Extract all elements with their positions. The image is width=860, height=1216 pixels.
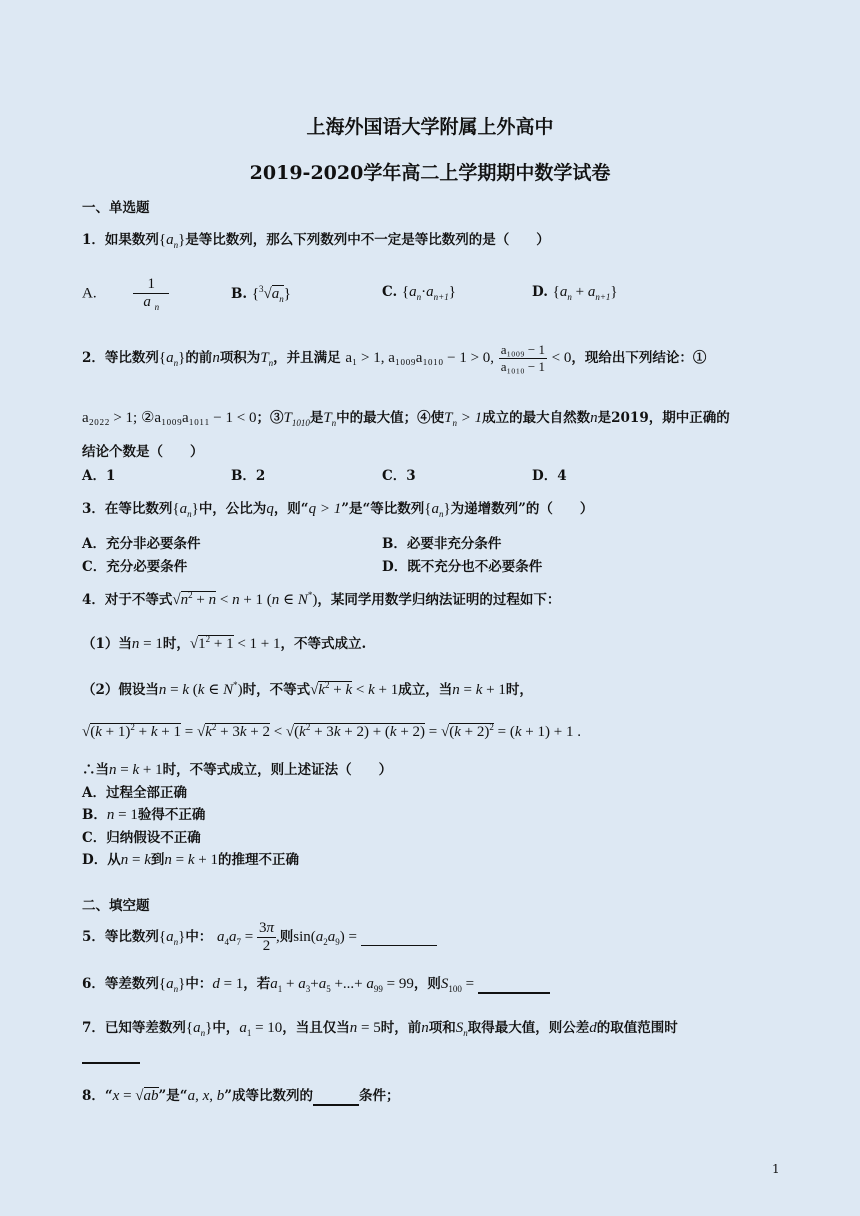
- q4-step2-a: （2）假设当: [82, 682, 159, 698]
- q1-option-a[interactable]: [82, 276, 169, 312]
- q2-frac-rhs: < 0: [551, 350, 572, 366]
- q7-text-d: 时，前: [380, 1020, 422, 1036]
- q2-text-e: ，现给出下列结论：①: [571, 350, 707, 366]
- q6-text-a: 6．等差数列: [82, 976, 159, 992]
- q4-step1-b: 时，: [162, 636, 190, 652]
- q1-optC-math: $\{a_n\cdot a_{n+1}\}$: [401, 284, 456, 302]
- q2-option-a[interactable]: A．1: [82, 468, 116, 484]
- q5-text-b: 中：: [185, 928, 213, 945]
- q6-seq: $\{a_n\}$: [158, 976, 186, 994]
- q2-seq: $\{a_n\}$: [158, 350, 186, 368]
- q1-optD-label: D.: [532, 284, 548, 300]
- school-title: 上海外国语大学附属上外高中: [306, 116, 554, 138]
- q5-seq: $\{a_n\}$: [158, 928, 186, 947]
- q2-text-c: 项积为: [219, 350, 261, 366]
- q5-expr: $\sin(a_2a_9)$ =: [293, 928, 361, 947]
- q4-optB-n: n = 1: [106, 807, 138, 823]
- q4-step1-c: ，不等式成立.: [280, 636, 367, 652]
- q6-text-d: ，则: [413, 976, 441, 992]
- q4-step2-k: n = k (k ∈ N*): [158, 680, 243, 698]
- q7-text-e: 项和: [428, 1020, 456, 1036]
- q4-text-b: ，某同学用数学归纳法证明的过程如下：: [317, 592, 561, 608]
- question-4: [82, 588, 560, 609]
- q4-optD-b: 到: [150, 852, 165, 868]
- q7-text-c: ，当且仅当: [282, 1020, 350, 1036]
- q1-suffix: 是等比数列，那么下列数列中不一定是等比数列的是（ ）: [185, 232, 550, 248]
- q1-optA-label: A.: [82, 285, 97, 302]
- question-8: [82, 1084, 400, 1106]
- q7-n: n: [421, 1020, 429, 1036]
- q1-option-c[interactable]: [382, 284, 456, 302]
- q4-optD-n1: n = k: [120, 852, 151, 868]
- q2-text-j: 是2019，期中正确的: [597, 410, 730, 426]
- question-7: [82, 1016, 678, 1038]
- q6-S100: $S_{100}$ =: [440, 976, 478, 994]
- q2-text-i: 成立的最大自然数: [482, 410, 591, 426]
- q4-step-2: [82, 678, 533, 699]
- q2-Tn-2: $T_n$: [323, 410, 337, 428]
- q2-text-g: 是: [309, 410, 324, 426]
- q2-Tn: $T_n$: [260, 350, 274, 368]
- q3-text-c: ，则“: [273, 501, 309, 517]
- q6-d: d = 1: [212, 976, 244, 992]
- q2-text-a: 2．等比数列: [82, 350, 159, 366]
- q4-optB-b: 验得不正确: [137, 807, 206, 823]
- q7-text-a: 7．已知等差数列: [82, 1020, 186, 1036]
- q7-a1: $a_1 = 10$: [239, 1020, 283, 1038]
- q1-optB-label: B.: [231, 286, 248, 302]
- q1-prefix: 1．如果数列: [82, 232, 159, 248]
- q7-seq: $\{a_n\}$: [185, 1020, 213, 1038]
- q2-text-b: 的前: [185, 350, 213, 366]
- q4-option-c[interactable]: C．归纳假设不正确: [82, 830, 201, 846]
- section-title-1: 一、单选题: [82, 200, 150, 216]
- q4-step2-c: 成立，当: [398, 682, 453, 698]
- q6-text-b: 中：: [185, 976, 213, 992]
- q2-T1010: $T_{1010}$: [283, 410, 310, 428]
- q3-text-a: 3．在等比数列: [82, 501, 173, 517]
- q4-step-1: [82, 632, 366, 653]
- q4-step1-math: $√1^2 + 1 < 1 + 1$: [189, 634, 281, 652]
- exam-title: 2019-2020学年高二上学期期中数学试卷: [249, 162, 611, 184]
- q4-derivation: $√(k + 1)^2 + k + 1 = √k^2 + 3k + 2 < √(k^2 + 3k + 2) + (k + 2) = √(k + 2)^2 = (k + 1) + 1$ .: [82, 722, 581, 740]
- q2-conclusion-1: a₂₀₂₂ > 1; ②: [82, 410, 155, 426]
- q4-option-b[interactable]: [82, 803, 205, 824]
- q2-option-b[interactable]: B．2: [231, 468, 266, 484]
- q2-option-c[interactable]: C．3: [382, 468, 416, 484]
- q6-sum: $a_1 + a_3+a_5$ +...+ $a_{99} = 99$: [270, 976, 414, 994]
- q7-n5: n = 5: [349, 1020, 381, 1036]
- question-6: [82, 972, 550, 994]
- q6-text-c: ，若: [243, 976, 271, 992]
- q5-text-c: 则: [279, 928, 294, 945]
- question-3: [82, 497, 593, 519]
- q2-frac-num: a₁₀₀₉ − 1: [500, 342, 545, 357]
- q3-text-b: 中，公比为: [198, 501, 267, 517]
- q8-text-d: 条件；: [359, 1088, 400, 1104]
- q4-optD-c: 的推理不正确: [217, 852, 299, 868]
- section-title-2: 二、填空题: [82, 898, 150, 914]
- q4-optB-a: B．: [82, 807, 107, 823]
- q1-optA-fraction: $\frac{1}{a _n}$: [133, 276, 169, 312]
- question-5: [82, 920, 437, 955]
- q2-Tn-gt1: $T_n > 1$: [444, 410, 483, 428]
- q3-option-c[interactable]: C．充分必要条件: [82, 559, 188, 575]
- q4-conc-a: ∴当: [82, 762, 109, 778]
- q4-conc-b: 时，不等式成立，则上述证法（ ）: [162, 762, 393, 778]
- q8-answer-blank[interactable]: [313, 1088, 359, 1106]
- q1-optB-math: $\{^3√a_n\}$: [251, 284, 291, 304]
- q2-text-f: ；③: [256, 410, 284, 426]
- question-1: [82, 228, 550, 250]
- q5-answer-blank[interactable]: [361, 929, 437, 946]
- q2-text-h: 中的最大值；④使: [336, 410, 445, 426]
- q5-text-a: 5．等比数列: [82, 928, 159, 945]
- q4-text-a: 4．对于不等式: [82, 592, 173, 608]
- q4-conclusion: [82, 758, 392, 779]
- q2-fraction: [499, 342, 547, 375]
- q4-step1-n: n = 1: [131, 636, 163, 652]
- q2-frac-den: a₁₀₁₀ − 1: [500, 359, 545, 374]
- q8-terms: a, x, b: [187, 1088, 225, 1104]
- q4-step1-a: （1）当: [82, 636, 132, 652]
- q4-option-d[interactable]: [82, 848, 299, 869]
- question-2-line2: [82, 406, 730, 428]
- q6-answer-blank[interactable]: [478, 976, 550, 994]
- q8-text-a: 8．“: [82, 1088, 113, 1104]
- q3-option-d[interactable]: D．既不充分也不必要条件: [382, 559, 543, 575]
- q2-n-2: n: [590, 410, 598, 426]
- q4-optD-a: D．从: [82, 852, 121, 868]
- q4-inequality: $√n^2 + n < n + 1$ (n ∈ N*): [172, 590, 318, 608]
- q3-text-e: 为递增数列”的（ ）: [450, 501, 594, 517]
- q7-text-b: 中，: [212, 1020, 240, 1036]
- q8-text-b: ”是“: [158, 1088, 188, 1104]
- q4-step2-d: 时，: [505, 682, 533, 698]
- q8-expr: x = √ab: [112, 1088, 159, 1104]
- q2-condition: a₁ > 1, a₁₀₀₉a₁₀₁₀ − 1 > 0,: [345, 350, 495, 366]
- q3-option-a[interactable]: A．充分非必要条件: [82, 536, 201, 552]
- q2-line3: 结论个数是（ ）: [82, 444, 204, 460]
- q7-answer-blank[interactable]: [82, 1062, 140, 1064]
- q5-given: $a_4a_7$ = $\frac{3\pi}{2}$ ,: [217, 920, 280, 954]
- q3-q: q: [266, 501, 274, 517]
- q4-step2-b: 时，不等式: [242, 682, 311, 698]
- q1-optD-math: $\{a_n + a_{n+1}\}$: [552, 284, 618, 302]
- q8-text-c: ”成等比数列的: [224, 1088, 314, 1104]
- q4-step2-ineq: $√k^2 + k < k + 1$: [310, 680, 399, 698]
- question-2-line1: [82, 342, 706, 375]
- q2-n: n: [212, 350, 220, 366]
- q1-seq: $\{a_n\}$: [158, 232, 186, 250]
- q1-option-b[interactable]: [231, 284, 291, 304]
- q1-optC-label: C.: [382, 284, 398, 300]
- q2-option-d[interactable]: D．4: [532, 468, 567, 484]
- q2-conclusion-2: a₁₀₀₉a₁₀₁₁ − 1 < 0: [154, 410, 257, 426]
- q7-text-f: 取得最大值，则公差: [467, 1020, 590, 1036]
- q4-optD-n2: n = k + 1: [164, 852, 218, 868]
- q3-option-b[interactable]: B．必要非充分条件: [382, 536, 502, 552]
- q2-text-d: ，并且满足: [273, 350, 341, 366]
- q3-text-d: ”是“等比数列: [341, 501, 425, 517]
- q4-step2-n: n = k + 1: [452, 682, 506, 698]
- q3-condition: q > 1: [308, 501, 342, 517]
- q1-option-d[interactable]: [532, 284, 618, 302]
- q4-conc-n: n = k + 1: [109, 762, 163, 778]
- q7-text-g: 的取值范围时: [596, 1020, 678, 1036]
- q3-seq-2: $\{a_n\}$: [424, 501, 451, 519]
- q4-option-a[interactable]: A．过程全部正确: [82, 785, 187, 801]
- q7-Sn: $S_n$: [455, 1020, 468, 1038]
- page-number: 1: [772, 1162, 780, 1176]
- q7-d: d: [589, 1020, 597, 1036]
- q3-seq: $\{a_n\}$: [172, 501, 199, 519]
